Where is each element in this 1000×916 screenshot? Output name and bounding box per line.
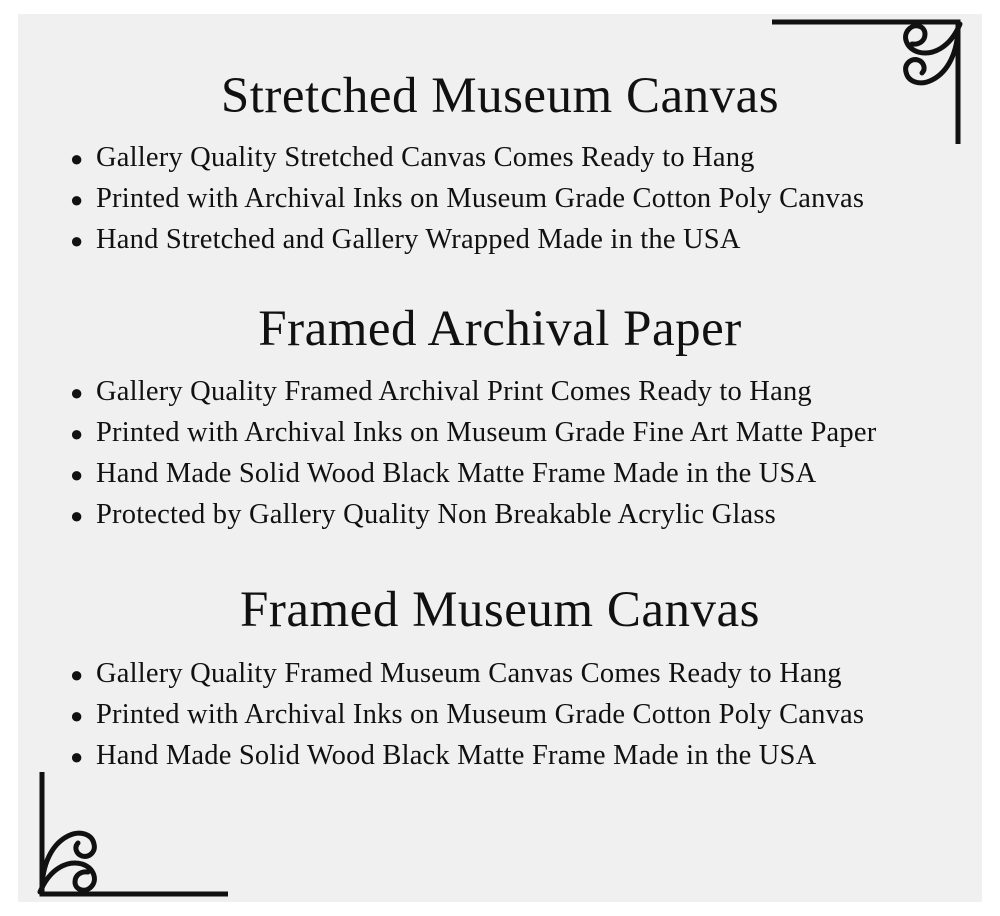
bullet-dot-icon: ● [70, 421, 84, 447]
list-item [70, 138, 962, 179]
list-item [70, 413, 962, 454]
section-stretched-museum-canvas [38, 54, 962, 261]
bullet-dot-icon: ● [70, 227, 84, 253]
list-item-text: Hand Made Solid Wood Black Matte Frame Made in the USA [96, 458, 817, 490]
list-item-text: Gallery Quality Framed Archival Print Comes Ready to Hang [96, 376, 812, 408]
list-item-text: Hand Stretched and Gallery Wrapped Made in the USA [96, 223, 741, 255]
list-item-text: Protected by Gallery Quality Non Breakable Acrylic Glass [96, 499, 776, 531]
list-item [70, 654, 962, 695]
list-item-text: Printed with Archival Inks on Museum Grade Fine Art Matte Paper [96, 417, 877, 449]
list-item-text: Printed with Archival Inks on Museum Grade Cotton Poly Canvas [96, 698, 865, 730]
bullet-dot-icon: ● [70, 743, 84, 769]
list-item [70, 495, 962, 536]
bullet-dot-icon: ● [70, 503, 84, 529]
list-item [70, 220, 962, 261]
bullet-dot-icon: ● [70, 462, 84, 488]
bullet-dot-icon: ● [70, 702, 84, 728]
section-title: Framed Archival Paper [258, 300, 742, 357]
list-item-text: Hand Made Solid Wood Black Matte Frame Made in the USA [96, 739, 817, 771]
bullet-list [38, 654, 962, 777]
card-content [18, 14, 982, 902]
section-title: Stretched Museum Canvas [220, 68, 780, 124]
list-item [70, 695, 962, 736]
list-item [70, 372, 962, 413]
list-item [70, 179, 962, 220]
bullet-dot-icon: ● [70, 186, 84, 212]
list-item [70, 736, 962, 777]
bullet-dot-icon: ● [70, 380, 84, 406]
bullet-list [38, 372, 962, 536]
list-item-text: Gallery Quality Stretched Canvas Comes Ready to Hang [96, 141, 755, 173]
bullet-list [38, 138, 962, 261]
bullet-dot-icon: ● [70, 145, 84, 171]
bullet-dot-icon: ● [70, 661, 84, 687]
list-item [70, 454, 962, 495]
list-item-text: Gallery Quality Framed Museum Canvas Comes Ready to Hang [96, 657, 842, 689]
section-framed-museum-canvas [38, 536, 962, 777]
list-item-text: Printed with Archival Inks on Museum Grade Cotton Poly Canvas [96, 182, 865, 214]
info-card [18, 14, 982, 902]
section-title: Framed Museum Canvas [240, 582, 760, 639]
section-framed-archival-paper [38, 261, 962, 537]
